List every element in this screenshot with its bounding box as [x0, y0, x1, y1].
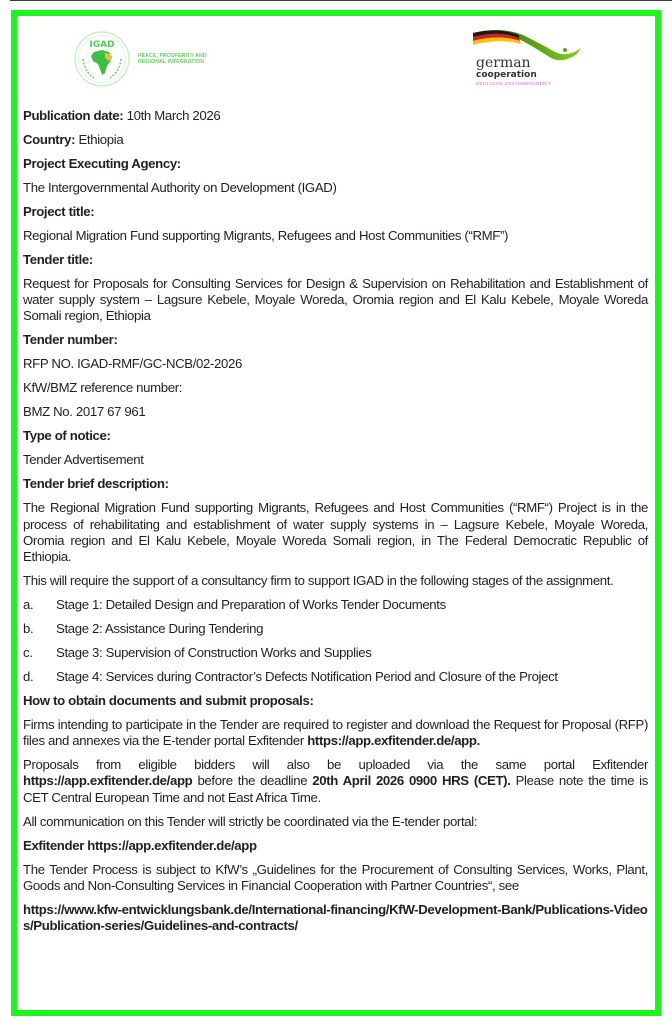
executing-agency-label: Project Executing Agency:	[23, 156, 181, 171]
publication-date-value: 10th March 2026	[126, 108, 221, 123]
stage-item	[23, 621, 648, 637]
type-of-notice-label: Type of notice:	[23, 428, 111, 444]
gc-logo-german: german	[476, 55, 531, 71]
kfw-guidelines-link[interactable]: https://www.kfw-entwicklungsbank.de/International-financing/KfW-Development-Bank/Publications-Videos/Publication-series/Guidelines-and-contracts/	[23, 901, 648, 934]
igad-seal-icon	[74, 31, 130, 87]
svg-text:IGAD: IGAD	[89, 40, 115, 50]
country-label: Country:	[23, 132, 76, 147]
igad-tagline-line1: PEACE, PROSPERITY AND	[138, 52, 207, 59]
stage-text: Stage 4: Services during Contractor’s Defects Notification Period and Closure of the Project	[56, 669, 558, 685]
igad-tagline	[138, 53, 218, 66]
project-title-value: Regional Migration Fund supporting Migrants, Refugees and Host Communities (“RMF”)	[23, 228, 509, 243]
stage-text: Stage 3: Supervision of Construction Works and Supplies	[56, 645, 372, 661]
stage-item	[23, 645, 648, 661]
igad-tagline-line2: REGIONAL INTEGRATION	[138, 59, 205, 65]
registration-text: Firms intending to participate in the Tender are required to register and download the Request for Proposal (RFP) files and annexes via the E-tender portal Exfitender	[23, 717, 648, 749]
igad-logo	[74, 31, 218, 87]
project-title-label: Project title:	[23, 204, 95, 219]
tender-title-value: Request for Proposals for Consulting Services for Design & Supervision on Rehabilitation and Establishment of water supply system – Lagsure Kebele, Moyale Woreda, Oromia region and El Kalu Kebele, Moyale Woreda Somali region, Ethiopia	[23, 276, 648, 324]
notice-body	[23, 108, 648, 942]
brief-description-label: Tender brief description:	[23, 476, 169, 492]
gc-logo-cooperation: cooperation	[476, 70, 537, 80]
how-to-obtain-label: How to obtain documents and submit proposals:	[23, 693, 314, 709]
exfitender-link-1[interactable]: https://app.exfitender.de/app.	[307, 733, 480, 749]
executing-agency-value: The Intergovernmental Authority on Development (IGAD)	[23, 180, 337, 195]
country-value: Ethiopia	[78, 132, 124, 147]
gc-logo-deutsche: DEUTSCHE ZUSAMMENARBEIT	[476, 81, 551, 86]
kfw-guidelines-paragraph: The Tender Process is subject to KfW’s „Guidelines for the Procurement of Consulting Services, Works, Plant, Goods and Non-Consulting Services in Financial Cooperation with Partner Countries“, see	[23, 861, 648, 893]
kfw-reference-label: KfW/BMZ reference number:	[23, 380, 183, 396]
exfitender-link-2[interactable]: https://app.exfitender.de/app	[23, 773, 193, 789]
upload-text-c: Please note the time is CET Central European Time and not East Africa Time.	[23, 773, 648, 805]
stage-list	[23, 597, 648, 685]
stage-text: Stage 2: Assistance During Tendering	[56, 621, 264, 637]
stage-item	[23, 597, 648, 613]
stage-item	[23, 669, 648, 685]
country-row	[23, 132, 648, 148]
tender-number-label: Tender number:	[23, 332, 118, 348]
how-to-obtain-paragraph-2	[23, 757, 648, 806]
type-of-notice-value: Tender Advertisement	[23, 452, 144, 468]
tender-notice-frame	[11, 10, 661, 1016]
stage-marker: d.	[23, 669, 34, 685]
publication-date-label: Publication date:	[23, 108, 124, 123]
upload-text-a: Proposals from eligible bidders will also be uploaded via the same portal Exfitender	[23, 757, 648, 773]
publication-date-row	[23, 108, 648, 124]
kfw-reference-value: BMZ No. 2017 67 961	[23, 404, 146, 420]
stage-marker: b.	[23, 621, 34, 637]
top-rule	[10, 0, 672, 1]
stage-marker: c.	[23, 645, 33, 661]
stage-marker: a.	[23, 597, 34, 613]
exfitender-portal-line[interactable]: Exfitender https://app.exfitender.de/app	[23, 837, 257, 853]
logo-header	[17, 16, 655, 108]
tender-number-value: RFP NO. IGAD-RMF/GC-NCB/02-2026	[23, 356, 242, 372]
german-cooperation-logo	[459, 28, 589, 98]
upload-text-b: before the deadline	[192, 773, 313, 789]
brief-description-paragraph-2: This will require the support of a consultancy firm to support IGAD in the following stages of the assignment.	[23, 573, 614, 589]
tender-title-label: Tender title:	[23, 252, 93, 267]
how-to-obtain-paragraph-1	[23, 717, 648, 749]
submission-deadline: 20th April 2026 0900 HRS (CET).	[312, 773, 511, 789]
brief-description-paragraph-1: The Regional Migration Fund supporting Migrants, Refugees and Host Communities (“RMF“) Project is in the process of rehabilitating and establishment of water supply systems in – Lagsure Kebele, Moyale Woreda, Oromia region and El Kalu Kebele, Moyale Woreda Somali region, in The Federal Democratic Republic of Ethiopia.	[23, 500, 648, 565]
how-to-obtain-paragraph-3: All communication on this Tender will strictly be coordinated via the E-tender portal:	[23, 813, 478, 829]
stage-text: Stage 1: Detailed Design and Preparation of Works Tender Documents	[56, 597, 446, 613]
